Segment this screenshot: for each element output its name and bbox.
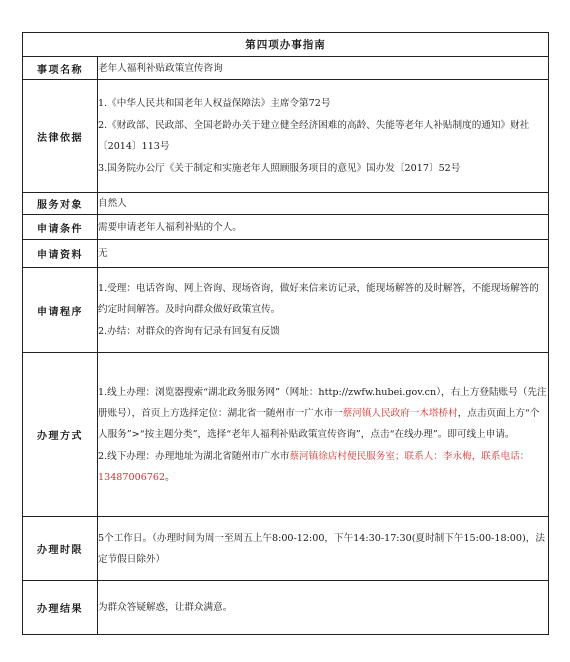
row-item-name	[23, 57, 549, 80]
procedure-step: 1.受理：电话咨询、网上咨询、现场咨询，做好来信来访记录，能现场解答的及时解答，不能现场解答的约定时间解答。及时向群众做好政策宣传。	[98, 283, 539, 315]
value-legal-basis	[98, 80, 549, 193]
offline-text-part2: 。	[165, 471, 175, 483]
legal-basis-item: 2.《财政部、民政部、全国老龄办关于建立健全经济困难的高龄、失能等老年人补贴制度的通知》财社〔2014〕113号	[98, 120, 530, 152]
online-location-highlight: 蔡河镇人民政府一木塔桥村	[342, 407, 458, 419]
row-legal-basis	[23, 80, 549, 193]
label-handling-result: 办理结果	[23, 581, 98, 635]
service-guide-table	[22, 32, 549, 635]
row-service-target	[23, 193, 549, 215]
online-text-part2: ，点击页面上方“个人服务”>“按主题分类”，选择“老年人福利补贴政策宣传咨询”，点击“在线办理”。即可线上申请。	[98, 407, 540, 440]
row-handling-result	[23, 581, 549, 635]
value-item-name: 老年人福利补贴政策宣传咨询	[98, 57, 549, 80]
online-text-part1: 1.线上办理：浏览器搜索“湖北政务服务网”（网址：http://zwfw.hubei.gov.cn），右上方登陆账号（先注册账号），首页上方选择定位：湖北省一随州市一广水市一	[98, 386, 547, 419]
value-handling-result: 为群众答疑解惑，让群众满意。	[98, 581, 549, 635]
offline-handling-text	[98, 446, 548, 488]
offline-text-part1: 2.线下办理：办理地址为湖北省随州市广水市	[98, 450, 290, 462]
offline-contact-highlight: 蔡河镇徐店村便民服务室；联系人：李永梅，联系电话：13487006762	[98, 450, 530, 483]
row-handling-method	[23, 353, 549, 517]
row-application-condition	[23, 215, 549, 240]
label-item-name: 事项名称	[23, 57, 98, 80]
legal-basis-item: 1.《中华人民共和国老年人权益保障法》主席令第72号	[98, 98, 331, 109]
label-time-limit: 办理时限	[23, 517, 98, 581]
value-application-procedure	[98, 268, 549, 353]
procedure-step: 2.办结：对群众的咨询有记录有回复有反馈	[98, 326, 280, 337]
value-time-limit: 5个工作日。（办理时间为周一至周五上午8:00-12:00，下午14:30-17:30(夏时制下午15:00-18:00)，法定节假日除外）	[98, 517, 549, 581]
label-handling-method: 办理方式	[23, 353, 98, 517]
label-legal-basis: 法律依据	[23, 80, 98, 193]
value-application-materials: 无	[98, 240, 549, 268]
label-application-procedure: 申请程序	[23, 268, 98, 353]
row-application-materials	[23, 240, 549, 268]
row-time-limit	[23, 517, 549, 581]
row-application-procedure	[23, 268, 549, 353]
guide-title: 第四项办事指南	[23, 33, 549, 57]
label-service-target: 服务对象	[23, 193, 98, 215]
value-service-target: 自然人	[98, 193, 549, 215]
value-application-condition: 需要申请老年人福利补贴的个人。	[98, 215, 549, 240]
online-handling-text	[98, 382, 548, 445]
label-application-condition: 申请条件	[23, 215, 98, 240]
value-handling-method	[98, 353, 549, 517]
legal-basis-item: 3.国务院办公厅《关于制定和实施老年人照顾服务项目的意见》国办发〔2017〕52号	[98, 163, 461, 174]
label-application-materials: 申请资料	[23, 240, 98, 268]
